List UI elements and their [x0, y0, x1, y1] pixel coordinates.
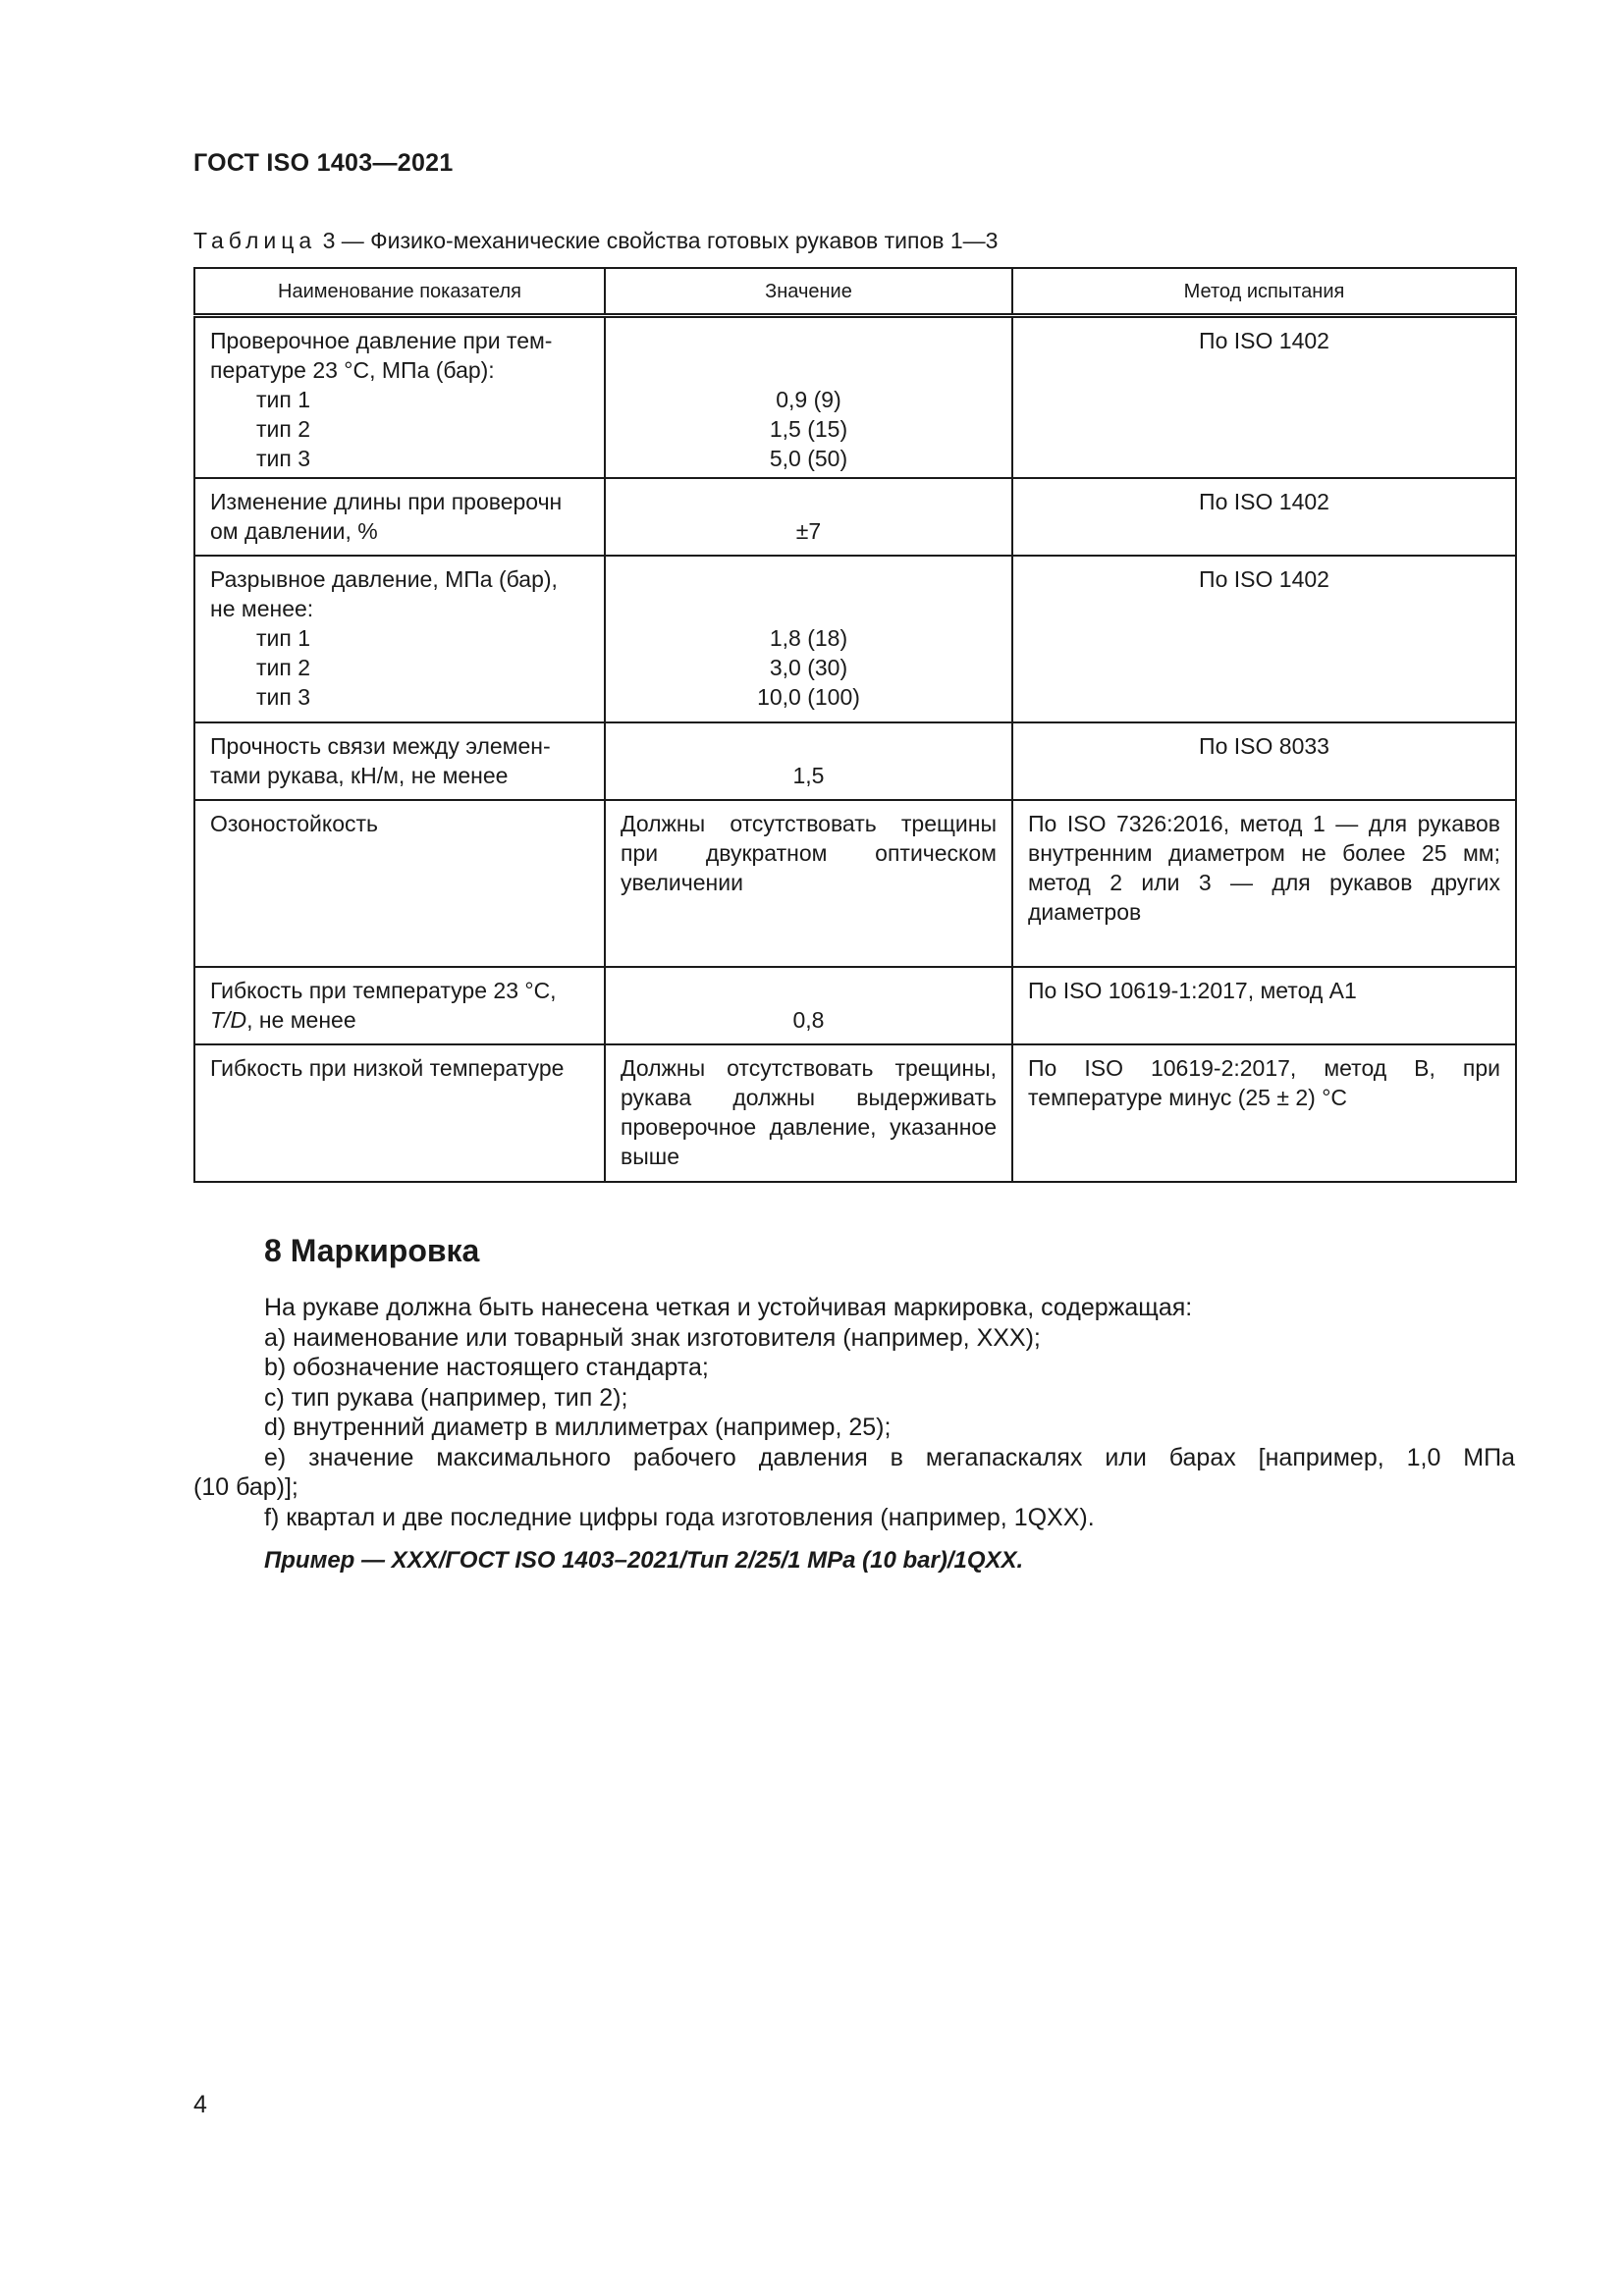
page-number: 4 — [193, 2091, 207, 2118]
indicator-line: Разрывное давление, МПа (бар), — [210, 566, 558, 592]
cell-indicator — [194, 722, 605, 800]
value-line: 0,8 — [792, 1007, 825, 1033]
cell-value — [605, 478, 1012, 556]
table-row — [194, 722, 1516, 800]
table-caption-label: Таблица — [193, 228, 317, 253]
section-body — [193, 1293, 1515, 1576]
indicator-line: Прочность связи между элемен- — [210, 733, 551, 759]
table-row — [194, 800, 1516, 967]
cell-value — [605, 722, 1012, 800]
indicator-line: тами рукава, кН/м, не менее — [210, 763, 509, 788]
type-label: тип 3 — [256, 446, 311, 471]
section-title: 8 Маркировка — [264, 1233, 480, 1268]
section-intro: На рукаве должна быть нанесена четкая и устойчивая маркировка, содержащая: — [264, 1294, 1193, 1321]
indicator-line: не менее: — [210, 596, 314, 621]
cell-method: По ISO 1402 — [1012, 556, 1516, 722]
table-row — [194, 316, 1516, 479]
indicator-line: Проверочное давление при тем- — [210, 328, 553, 353]
table-row — [194, 556, 1516, 722]
value-line: 10,0 (100) — [757, 684, 860, 710]
cell-value — [605, 967, 1012, 1044]
td-symbol: T/D — [210, 1007, 247, 1033]
type-label: тип 1 — [256, 387, 311, 412]
cell-value: Должны отсутствовать трещины, рукава должны выдерживать проверочное давление, указанное выше — [605, 1044, 1012, 1182]
list-item: с) тип рукава (например, тип 2); — [264, 1383, 628, 1412]
value-line: 3,0 (30) — [769, 655, 848, 680]
properties-table — [193, 267, 1517, 1183]
document-header: ГОСТ ISO 1403—2021 — [193, 149, 454, 177]
cell-indicator — [194, 556, 605, 722]
table-caption — [193, 228, 998, 254]
indicator-line: Изменение длины при проверочн — [210, 489, 563, 514]
type-label: тип 2 — [256, 416, 311, 442]
type-label: тип 1 — [256, 625, 311, 651]
value-line: 5,0 (50) — [769, 446, 848, 471]
indicator-line: пературе 23 °С, МПа (бар): — [210, 357, 495, 383]
example-text: Пример — XXX/ГОСТ ISO 1403–2021/Тип 2/25/1 MPa (10 bar)/1QXX. — [264, 1547, 1024, 1574]
cell-method: По ISO 10619-1:2017, метод А1 — [1012, 967, 1516, 1044]
cell-value — [605, 316, 1012, 479]
header-method: Метод испытания — [1012, 268, 1516, 316]
list-item: b) обозначение настоящего стандарта; — [264, 1354, 709, 1381]
cell-value — [605, 556, 1012, 722]
value-line: 1,8 (18) — [769, 625, 848, 651]
cell-indicator — [194, 478, 605, 556]
indicator-line — [210, 1005, 589, 1035]
cell-method: По ISO 7326:2016, метод 1 — для рукавов внутренним диаметром не более 25 мм; метод 2 или 3 — для рукавов других диаметров — [1012, 800, 1516, 967]
list-item: d) внутренний диаметр в миллиметрах (например, 25); — [264, 1414, 892, 1441]
cell-value: Должны отсутствовать трещины при двукратном оптическом увеличении — [605, 800, 1012, 967]
cell-indicator: Гибкость при низкой температуре — [194, 1044, 605, 1182]
indicator-suffix: , не менее — [246, 1007, 356, 1033]
cell-method: По ISO 1402 — [1012, 316, 1516, 479]
cell-indicator — [194, 967, 605, 1044]
table-row — [194, 967, 1516, 1044]
table-row — [194, 478, 1516, 556]
indicator-line: ом давлении, % — [210, 518, 378, 544]
list-item-continuation: (10 бар)]; — [193, 1473, 298, 1501]
cell-method: По ISO 1402 — [1012, 478, 1516, 556]
value-line: 1,5 — [792, 763, 825, 788]
header-value: Значение — [605, 268, 1012, 316]
table-caption-text: 3 — Физико-механические свойства готовых рукавов типов 1—3 — [322, 228, 999, 253]
cell-method: По ISO 8033 — [1012, 722, 1516, 800]
cell-method: По ISO 10619-2:2017, метод В, при температуре минус (25 ± 2) °С — [1012, 1044, 1516, 1182]
indicator-line: Гибкость при температуре 23 °С, — [210, 978, 557, 1003]
cell-indicator: Озоностойкость — [194, 800, 605, 967]
value-line: 0,9 (9) — [776, 387, 841, 412]
type-label: тип 2 — [256, 655, 311, 680]
list-item: а) наименование или товарный знак изготовителя (например, XXX); — [264, 1323, 1041, 1352]
header-indicator: Наименование показателя — [194, 268, 605, 316]
list-item: f) квартал и две последние цифры года изготовления (например, 1QXX). — [264, 1503, 1095, 1531]
list-item: е) значение максимального рабочего давления в мегапаскалях или барах [например, 1,0 МПа — [264, 1443, 1515, 1471]
value-line: ±7 — [795, 518, 822, 544]
table-header-row — [194, 268, 1516, 316]
value-line: 1,5 (15) — [769, 416, 848, 442]
table-row — [194, 1044, 1516, 1182]
type-label: тип 3 — [256, 684, 311, 710]
cell-indicator — [194, 316, 605, 479]
